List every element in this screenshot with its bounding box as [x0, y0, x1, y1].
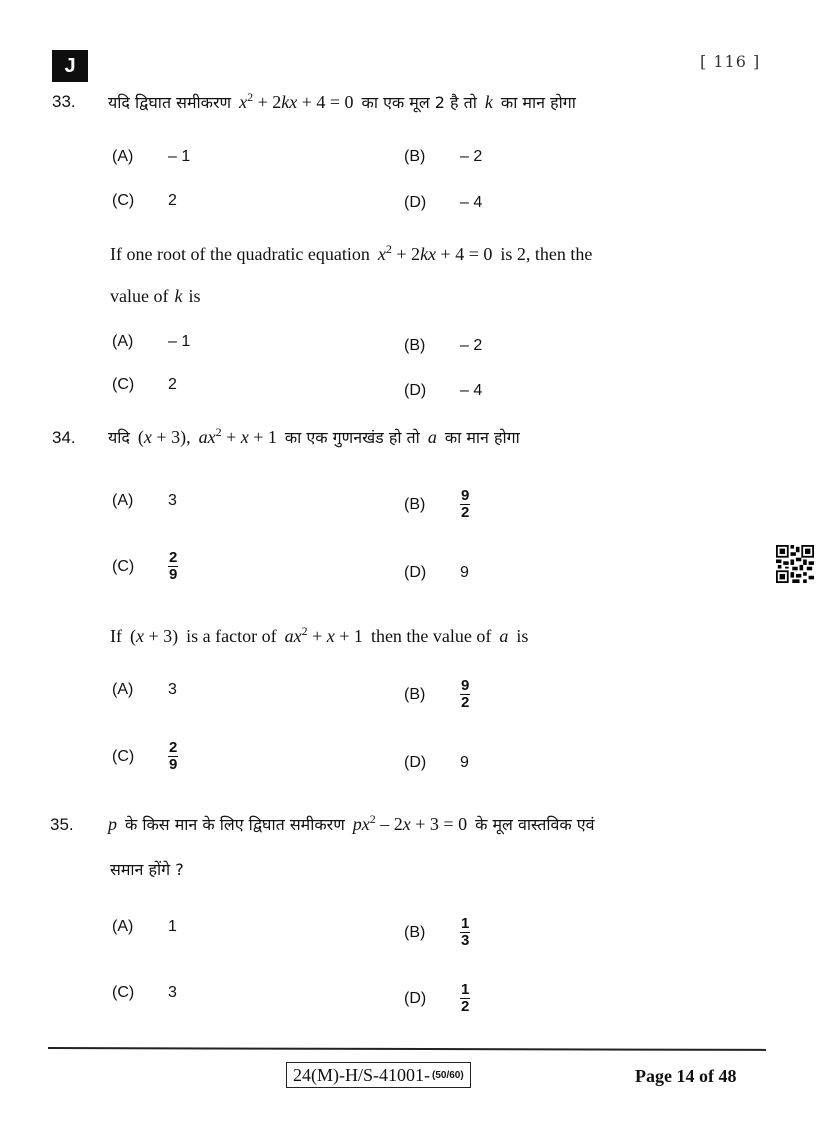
q34-en-option-b[interactable] — [404, 678, 470, 711]
option-value: 3 — [168, 681, 177, 698]
option-value: 2 — [168, 376, 177, 393]
q33-hindi-end: का मान होगा — [500, 93, 576, 112]
question-33-english — [110, 242, 592, 265]
option-label: (C) — [112, 557, 135, 575]
option-value: 3 — [168, 492, 177, 509]
q34-en-option-c[interactable] — [112, 740, 178, 773]
fraction — [460, 982, 470, 1015]
option-label: (C) — [112, 984, 135, 1001]
q34-english-var: a — [499, 626, 509, 646]
paper-code-suffix: (50/60) — [432, 1069, 464, 1081]
denominator: 9 — [169, 756, 178, 773]
q33-en-option-d[interactable] — [404, 382, 482, 400]
set-code-badge: J — [52, 50, 88, 82]
q34-hi-option-b[interactable] — [404, 488, 470, 521]
q33-hindi-var: k — [484, 92, 493, 112]
footer-divider — [48, 1047, 766, 1051]
q33-en-option-c[interactable] — [112, 376, 177, 394]
option-label: (A) — [112, 333, 134, 350]
option-label: (B) — [404, 685, 426, 703]
question-34-english — [110, 624, 528, 647]
q35-option-d[interactable] — [404, 982, 470, 1015]
question-33-english-line2 — [110, 286, 201, 307]
numerator: 2 — [169, 549, 178, 566]
q34-english-end: is — [516, 626, 529, 646]
option-label: (D) — [404, 989, 427, 1007]
option-label: (D) — [404, 194, 427, 211]
q35-option-c[interactable] — [112, 984, 177, 1002]
option-value: 3 — [168, 984, 177, 1001]
q33-english-pre: If one root of the quadratic equation — [110, 244, 370, 264]
option-value: – 2 — [460, 337, 483, 354]
numerator: 9 — [461, 677, 470, 694]
q33-en-option-a[interactable] — [112, 333, 190, 351]
denominator: 9 — [169, 566, 178, 583]
question-34-hindi — [108, 425, 520, 448]
option-label: (B) — [404, 337, 426, 354]
q34-english-pre: If — [110, 626, 122, 646]
q33-english-equation: $x^2 + 2kx + 4 = 0$ — [377, 242, 493, 264]
q34-hindi-post: का एक गुणनखंड हो तो — [284, 428, 420, 447]
option-label: (D) — [404, 754, 427, 771]
option-value: – 1 — [168, 333, 191, 350]
option-value: – 4 — [460, 382, 483, 399]
option-label: (D) — [404, 564, 427, 581]
q33-hi-option-c[interactable] — [112, 192, 177, 210]
q33-english-line2-pre: value of — [110, 286, 169, 306]
q34-hindi-pre: यदि — [108, 428, 130, 447]
q33-hindi-post: का एक मूल 2 है तो — [361, 93, 477, 112]
q34-english-factor: (x + 3) — [130, 626, 179, 646]
question-33-number: 33. — [52, 92, 76, 111]
q34-english-poly: $ax^2 + x + 1$ — [284, 624, 363, 646]
q35-option-a[interactable] — [112, 918, 177, 936]
option-label: (A) — [112, 148, 134, 165]
numerator: 1 — [461, 981, 470, 998]
question-35-number: 35. — [50, 815, 74, 834]
option-label: (A) — [112, 681, 134, 698]
q34-en-option-a[interactable] — [112, 681, 177, 699]
q35-hindi-equation: $px^2 - 2x + 3 = 0$ — [352, 812, 468, 834]
numerator: 1 — [461, 915, 470, 932]
q33-english-post: is 2, then the — [500, 244, 593, 264]
denominator: 2 — [461, 694, 470, 711]
paper-code: 24(M)-H/S-41001- — [293, 1064, 430, 1085]
q33-english-var: k — [174, 286, 183, 306]
fraction — [460, 488, 470, 521]
denominator: 2 — [461, 998, 470, 1015]
question-33-hindi — [108, 90, 576, 113]
q34-english-mid: is a factor of — [186, 626, 277, 646]
q33-english-line2-post: is — [188, 286, 201, 306]
numerator: 2 — [169, 739, 178, 756]
option-label: (D) — [404, 382, 427, 399]
q34-hindi-poly: $ax^2 + x + 1$ — [198, 425, 277, 447]
q33-hindi-equation: $x^2 + 2kx + 4 = 0$ — [239, 90, 354, 112]
q34-english-post: then the value of — [370, 626, 492, 646]
q35-hindi-pre: के किस मान के लिए द्विघात समीकरण — [125, 815, 345, 834]
q34-hi-option-c[interactable] — [112, 550, 178, 583]
page-number: Page 14 of 48 — [635, 1066, 737, 1086]
q34-en-option-d[interactable] — [404, 754, 469, 772]
q34-hindi-end: का मान होगा — [444, 428, 520, 447]
page-mark: [ 116 ] — [700, 52, 761, 71]
option-label: (C) — [112, 192, 135, 209]
numerator: 9 — [461, 487, 470, 504]
q33-hi-option-d[interactable] — [404, 194, 482, 212]
question-35-hindi — [108, 812, 595, 835]
option-label: (A) — [112, 918, 134, 935]
fraction — [460, 916, 470, 949]
option-value: – 2 — [460, 148, 483, 165]
fraction — [168, 740, 178, 773]
option-value: 2 — [168, 192, 177, 209]
option-label: (B) — [404, 495, 426, 513]
paper-code-box — [286, 1062, 471, 1088]
q33-hi-option-b[interactable] — [404, 148, 482, 166]
option-value: 1 — [168, 918, 177, 935]
qr-code-icon — [775, 545, 815, 583]
fraction — [168, 550, 178, 583]
option-value: 9 — [460, 754, 469, 771]
q35-hindi-post: के मूल वास्तविक एवं — [475, 815, 595, 834]
q35-hindi-line2: समान होंगे ? — [110, 860, 184, 879]
option-value: 9 — [460, 564, 469, 581]
q33-hindi-pre: यदि द्विघात समीकरण — [108, 93, 232, 112]
question-34-number: 34. — [52, 428, 76, 447]
fraction — [460, 678, 470, 711]
option-value: – 4 — [460, 194, 483, 211]
q35-option-b[interactable] — [404, 916, 470, 949]
q34-hindi-factor: (x + 3), — [137, 427, 191, 447]
option-value: – 1 — [168, 148, 191, 165]
option-label: (C) — [112, 376, 135, 393]
denominator: 3 — [461, 932, 470, 949]
q34-hindi-var: a — [427, 427, 437, 447]
option-label: (A) — [112, 492, 134, 509]
q34-hi-option-a[interactable] — [112, 492, 177, 510]
q33-hi-option-a[interactable] — [112, 148, 190, 166]
option-label: (B) — [404, 923, 426, 941]
q34-hi-option-d[interactable] — [404, 564, 469, 582]
option-label: (B) — [404, 148, 426, 165]
q35-hindi-var: p — [108, 814, 117, 834]
denominator: 2 — [461, 504, 470, 521]
option-label: (C) — [112, 747, 135, 765]
q33-en-option-b[interactable] — [404, 337, 482, 355]
